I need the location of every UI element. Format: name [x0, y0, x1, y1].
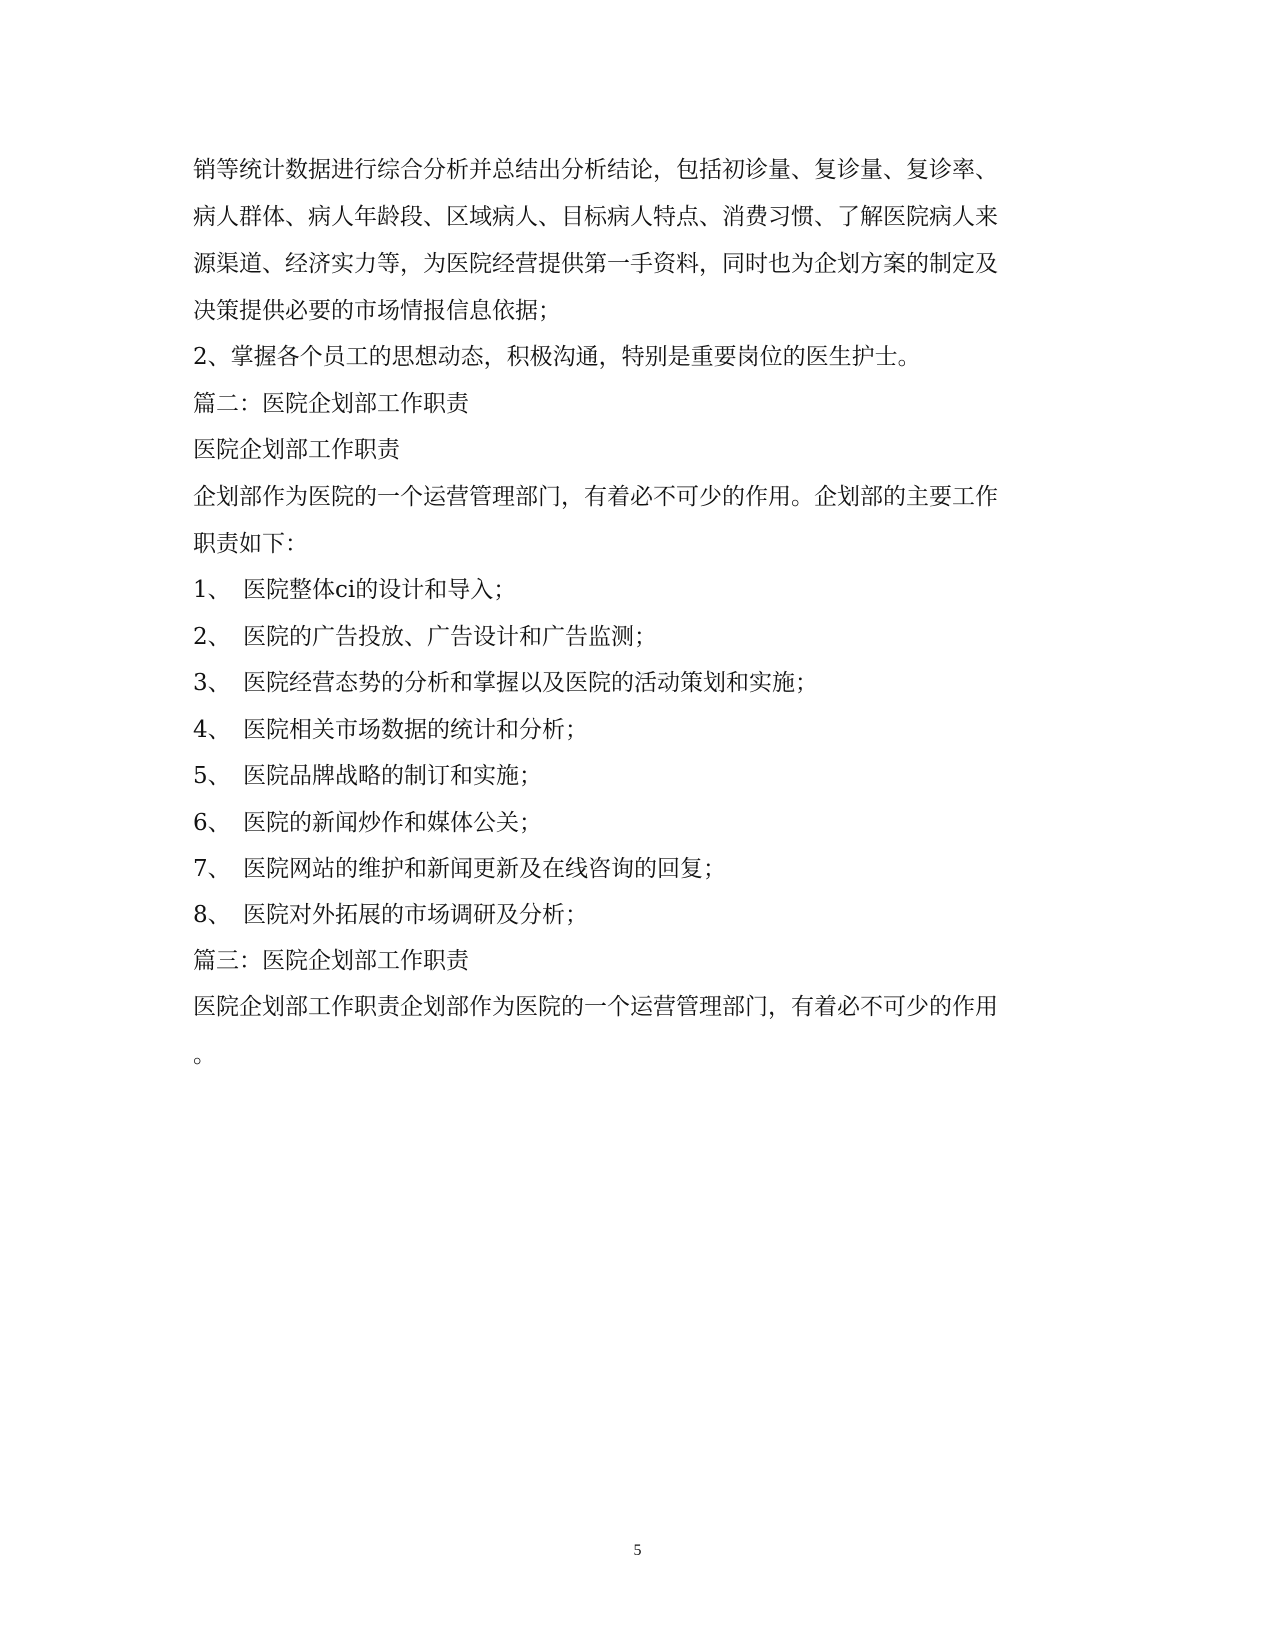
section2-heading: 篇二：医院企划部工作职责 [193, 391, 469, 417]
section3-heading: 篇三：医院企划部工作职责 [193, 948, 469, 974]
duty-text: 医院的新闻炒作和媒体公关； [243, 810, 542, 836]
duty-number: 6、 [193, 810, 231, 836]
duty-number: 5、 [193, 763, 231, 789]
section2-intro-line: 职责如下： [193, 531, 308, 557]
duty-text: 医院整体ci的设计和导入； [243, 577, 517, 603]
duty-number: 1、 [193, 577, 231, 603]
paragraph-line: 决策提供必要的市场情报信息依据； [193, 298, 561, 324]
duty-text: 医院品牌战略的制订和实施； [243, 763, 542, 789]
section3-line: 医院企划部工作职责企划部作为医院的一个运营管理部门，有着必不可少的作用 [193, 994, 998, 1020]
duty-text: 医院网站的维护和新闻更新及在线咨询的回复； [243, 856, 726, 882]
duty-text: 医院对外拓展的市场调研及分析； [243, 902, 588, 928]
paragraph-line: 源渠道、经济实力等，为医院经营提供第一手资料，同时也为企划方案的制定及 [193, 251, 998, 277]
duty-number: 8、 [193, 902, 231, 928]
duty-item [193, 715, 588, 745]
section2-intro-line: 企划部作为医院的一个运营管理部门，有着必不可少的作用。企划部的主要工作 [193, 484, 998, 510]
page-number: 5 [633, 1542, 642, 1559]
duty-item [193, 900, 588, 930]
section3-line: 。 [193, 1042, 216, 1068]
duty-item [193, 854, 726, 884]
duty-number: 4、 [193, 717, 231, 743]
duty-item [193, 761, 542, 791]
item-2: 2、掌握各个员工的思想动态，积极沟通，特别是重要岗位的医生护士。 [193, 344, 921, 370]
duty-item [193, 668, 818, 698]
duty-number: 2、 [193, 624, 231, 650]
duty-text: 医院经营态势的分析和掌握以及医院的活动策划和实施； [243, 670, 818, 696]
paragraph-line: 病人群体、病人年龄段、区域病人、目标病人特点、消费习惯、了解医院病人来 [193, 204, 998, 230]
paragraph-line: 销等统计数据进行综合分析并总结出分析结论，包括初诊量、复诊量、复诊率、 [193, 157, 998, 183]
duty-text: 医院的广告投放、广告设计和广告监测； [243, 624, 657, 650]
duty-text: 医院相关市场数据的统计和分析； [243, 717, 588, 743]
duty-item [193, 575, 516, 605]
duty-number: 3、 [193, 670, 231, 696]
duty-number: 7、 [193, 856, 231, 882]
duty-item [193, 622, 657, 652]
duty-item [193, 808, 542, 838]
section2-title: 医院企划部工作职责 [193, 437, 400, 463]
